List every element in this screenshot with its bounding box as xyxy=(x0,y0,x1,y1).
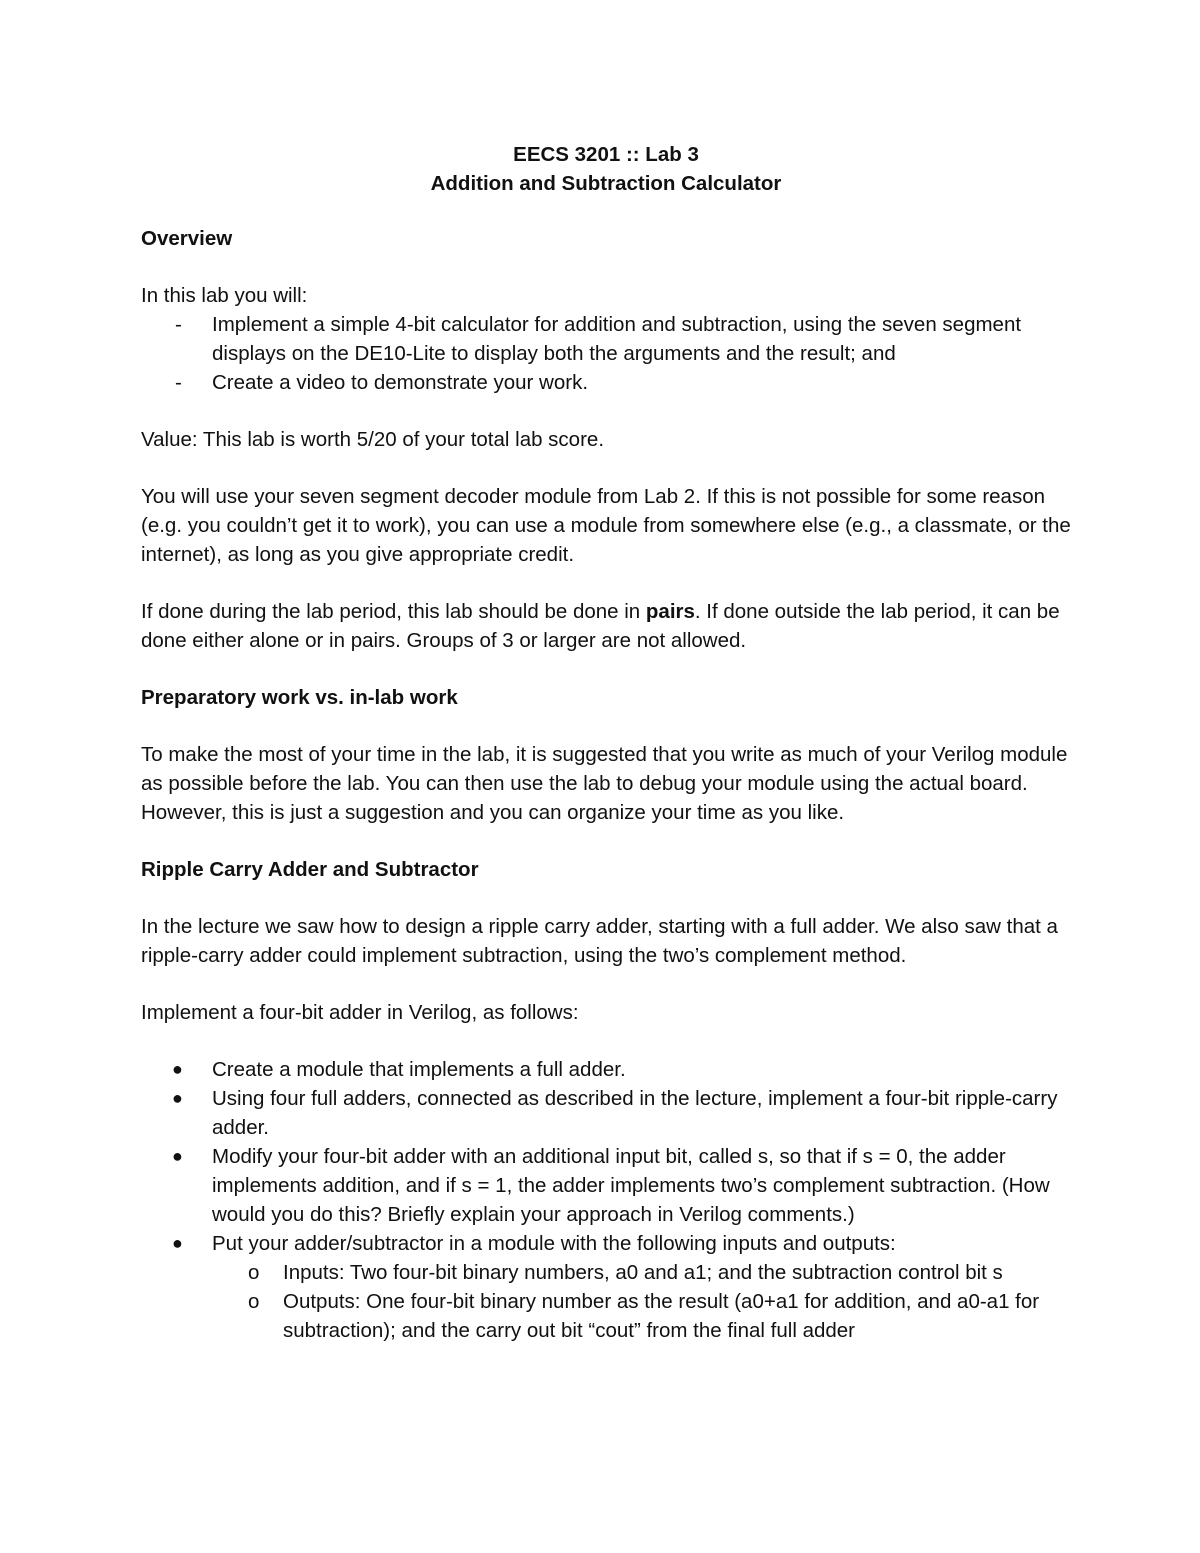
sublist-item-text: Inputs: Two four-bit binary numbers, a0 and a1; and the subtraction control bit s xyxy=(283,1261,1003,1284)
bullet-marker: ● xyxy=(172,1146,183,1166)
overview-list xyxy=(141,310,1071,397)
circle-marker: o xyxy=(248,1261,260,1284)
dash-marker: - xyxy=(175,371,182,394)
document-title: EECS 3201 :: Lab 3 xyxy=(513,143,699,166)
io-sublist xyxy=(212,1258,1071,1345)
overview-intro: In this lab you will: xyxy=(141,284,308,307)
ripple-heading: Ripple Carry Adder and Subtractor xyxy=(141,858,479,881)
bullet-marker: ● xyxy=(172,1088,183,1108)
value-paragraph: Value: This lab is worth 5/20 of your total lab score. xyxy=(141,428,605,451)
title-block xyxy=(141,140,1071,198)
bullet-marker: ● xyxy=(172,1233,183,1253)
list-item xyxy=(141,1142,1071,1229)
decoder-paragraph: You will use your seven segment decoder module from Lab 2. If this is not possible for some reason (e.g. you couldn’t get it to work), you can use a module from somewhere else (e.g., a classmate, or the internet), as long as you give appropriate credit. xyxy=(141,485,1071,566)
list-item xyxy=(141,310,1071,368)
dash-marker: - xyxy=(175,313,182,336)
steps-list xyxy=(141,1055,1071,1345)
document-subtitle: Addition and Subtraction Calculator xyxy=(430,172,782,195)
pairs-paragraph xyxy=(141,597,1071,655)
list-item-text: Using four full adders, connected as described in the lecture, implement a four-bit ripple-carry adder. xyxy=(212,1087,1058,1139)
document-page xyxy=(141,140,1071,1345)
pairs-text-end: . If done outside the lab period, it can be done either alone or in pairs. Groups of 3 or larger are not allowed. xyxy=(141,600,1060,652)
list-item xyxy=(141,368,1071,397)
circle-marker: o xyxy=(248,1290,260,1313)
pairs-text-start: If done during the lab period, this lab should be done in xyxy=(141,600,646,623)
sublist-item-text: Outputs: One four-bit binary number as the result (a0+a1 for addition, and a0-a1 for subtraction); and the carry out bit “cout” from the final full adder xyxy=(283,1290,1040,1342)
overview-heading: Overview xyxy=(141,227,233,250)
list-item-text: Create a video to demonstrate your work. xyxy=(212,371,589,394)
implement-paragraph: Implement a four-bit adder in Verilog, as follows: xyxy=(141,1001,579,1024)
list-item xyxy=(141,1055,1071,1084)
prep-paragraph: To make the most of your time in the lab, it is suggested that you write as much of your Verilog module as possible before the lab. You can then use the lab to debug your module using the actual board. However, this is just a suggestion and you can organize your time as you like. xyxy=(141,743,1068,824)
list-item xyxy=(141,1229,1071,1345)
pairs-emphasis: pairs xyxy=(645,600,695,623)
prep-heading: Preparatory work vs. in-lab work xyxy=(141,686,458,709)
sublist-item xyxy=(212,1287,1071,1345)
list-item-text: Create a module that implements a full adder. xyxy=(212,1058,626,1081)
ripple-paragraph: In the lecture we saw how to design a ripple carry adder, starting with a full adder. We also saw that a ripple-carry adder could implement subtraction, using the two’s complement method. xyxy=(141,915,1058,967)
bullet-marker: ● xyxy=(172,1059,183,1079)
list-item-text: Implement a simple 4-bit calculator for addition and subtraction, using the seven segment displays on the DE10-Lite to display both the arguments and the result; and xyxy=(212,313,1022,365)
list-item xyxy=(141,1084,1071,1142)
list-item-text: Modify your four-bit adder with an additional input bit, called s, so that if s = 0, the adder implements addition, and if s = 1, the adder implements two’s complement subtraction. (How would you do this? Briefly explain your approach in Verilog comments.) xyxy=(212,1145,1050,1226)
list-item-text: Put your adder/subtractor in a module with the following inputs and outputs: xyxy=(212,1232,896,1255)
sublist-item xyxy=(212,1258,1071,1287)
